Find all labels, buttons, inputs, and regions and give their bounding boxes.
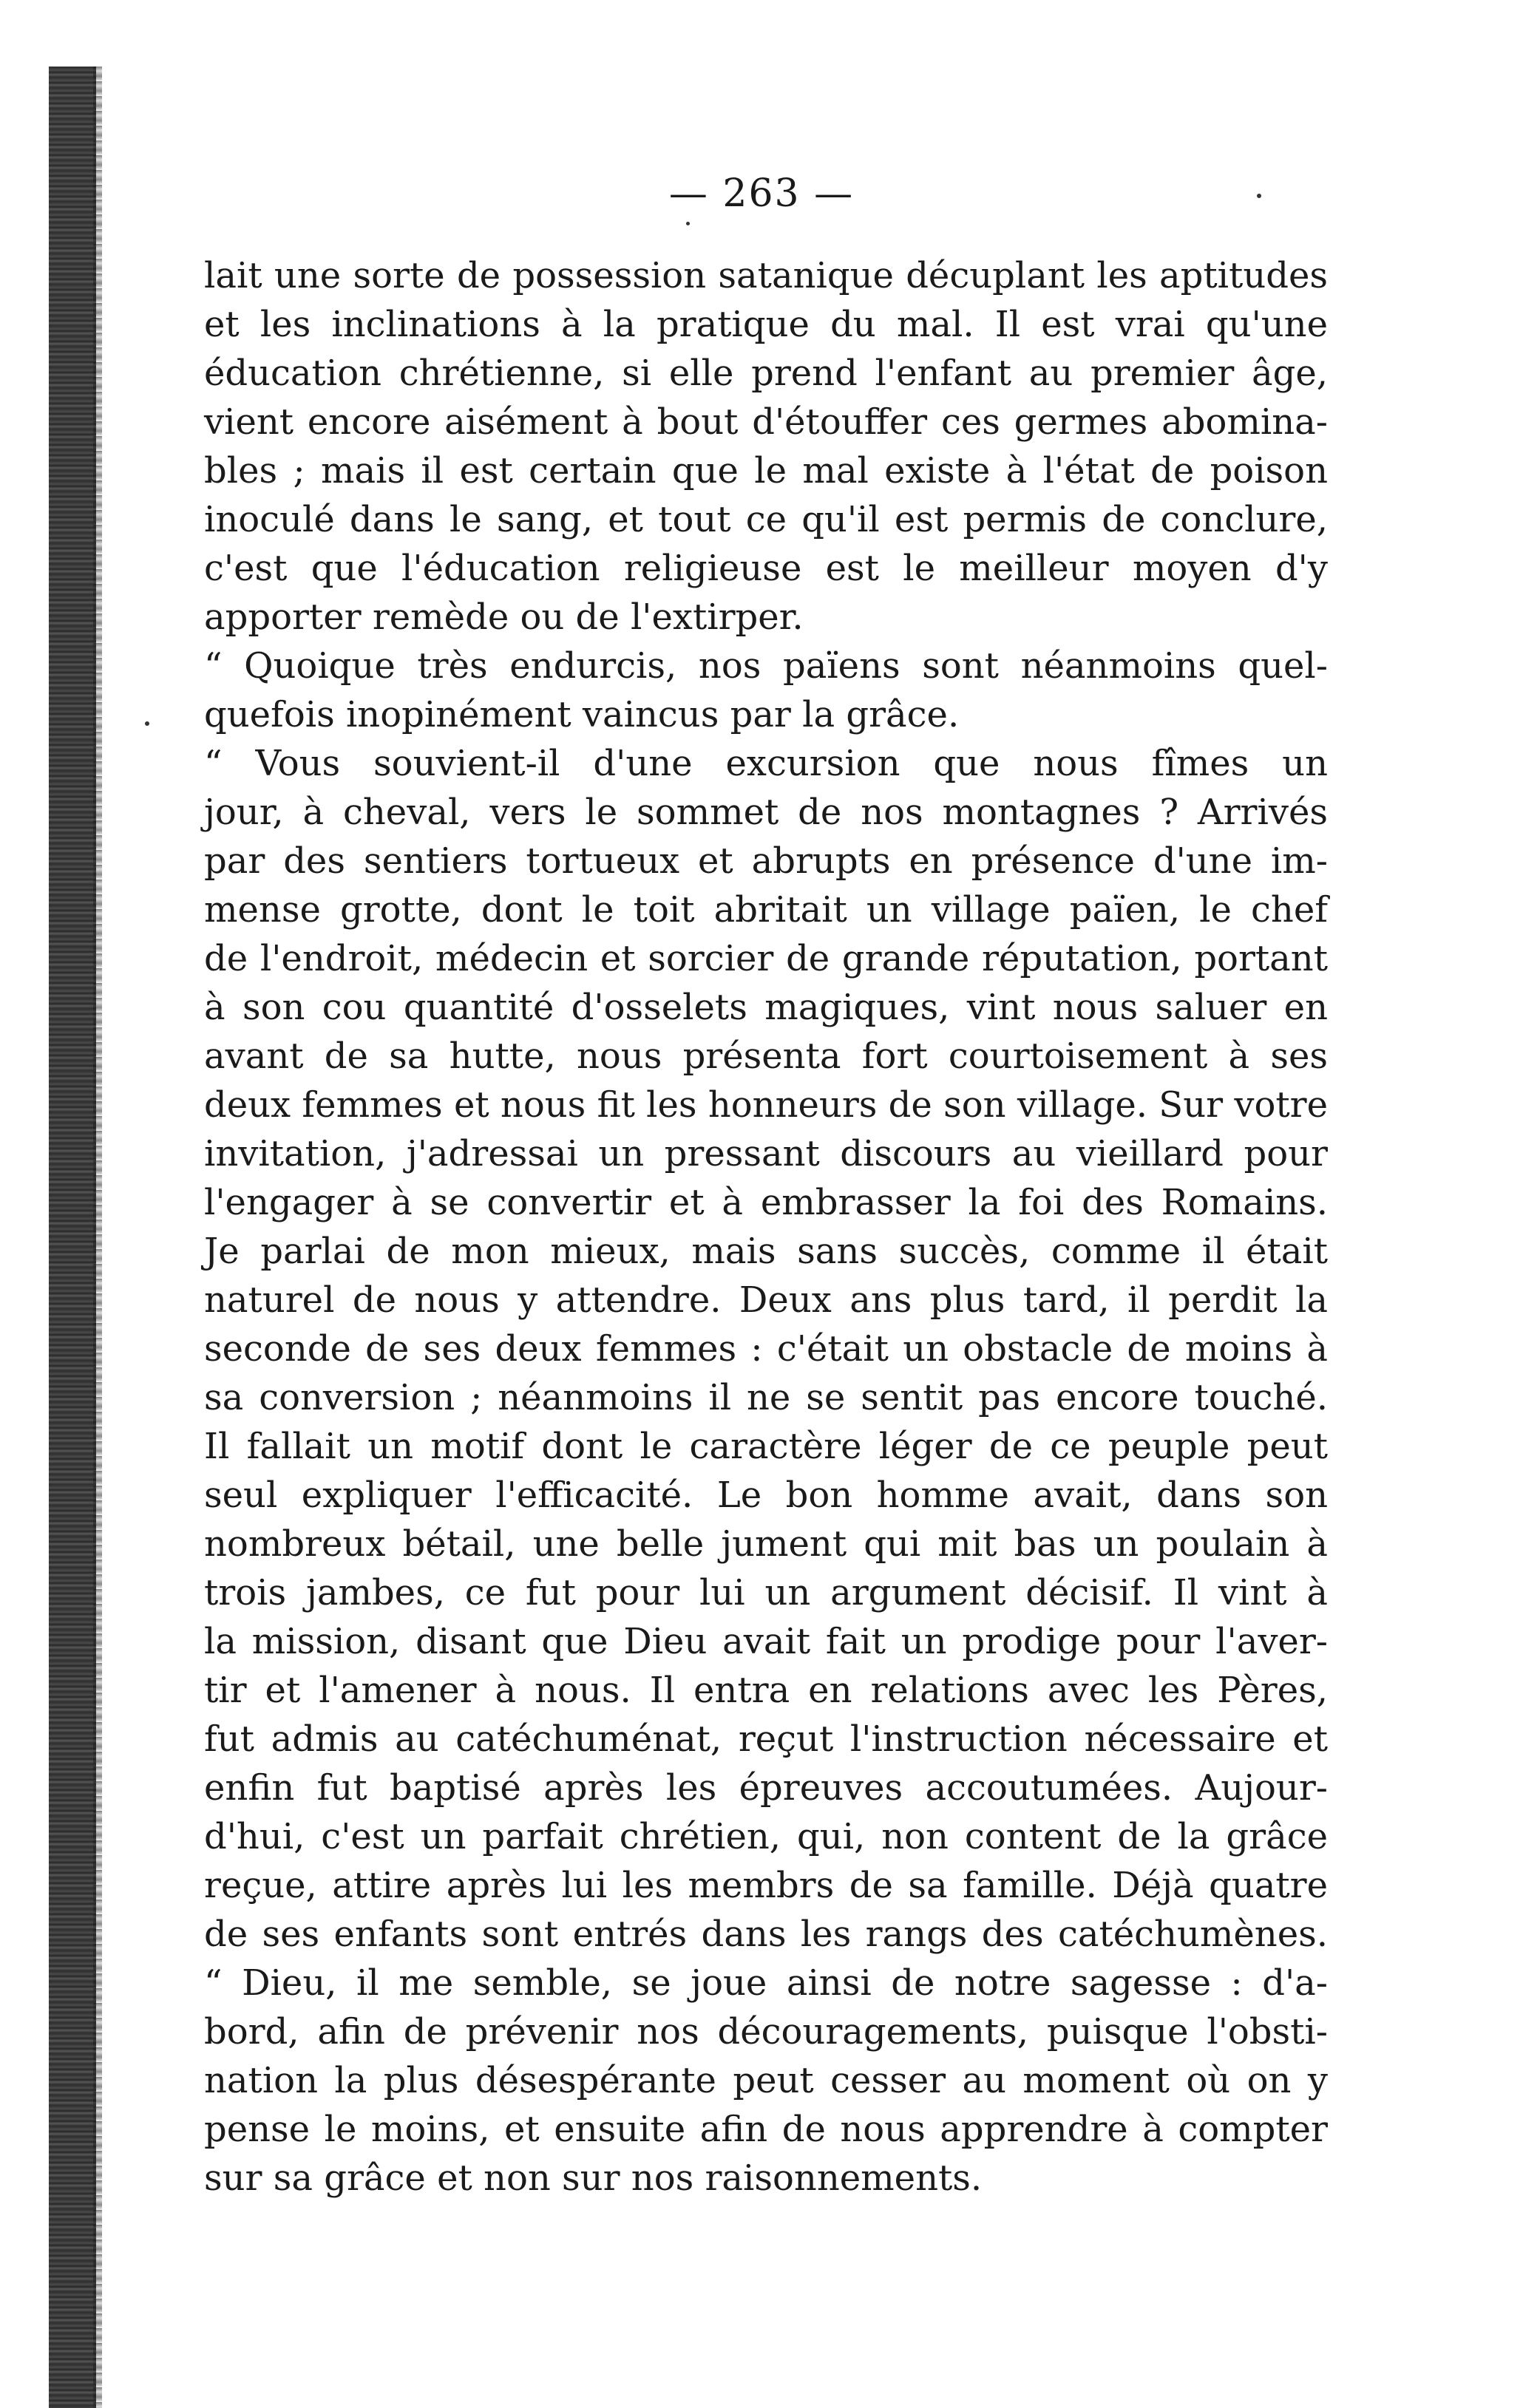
text-line: tir et l'amener à nous. Il entra en relations avec les Pères, (204, 1670, 1328, 1711)
text-line: avant de sa hutte, nous présenta fort courtoisement à ses (204, 1035, 1328, 1077)
page-number: — 263 — (668, 171, 855, 216)
text-line: et les inclinations à la pratique du mal. Il est vrai qu'une (204, 304, 1328, 345)
text-line: d'hui, c'est un parfait chrétien, qui, non content de la grâce (204, 1816, 1328, 1857)
text-line: Il fallait un motif dont le caractère léger de ce peuple peut (204, 1426, 1328, 1467)
page-binding-edge (49, 67, 96, 2408)
text-line: par des sentiers tortueux et abrupts en présence d'une im- (204, 840, 1328, 882)
text-line: bord, afin de prévenir nos découragements, puisque l'obsti- (204, 2011, 1328, 2052)
text-line: pense le moins, et ensuite afin de nous apprendre à compter (204, 2109, 1328, 2150)
text-line: jour, à cheval, vers le sommet de nos montagnes ? Arrivés (204, 792, 1328, 833)
print-speck (686, 222, 690, 225)
text-line: reçue, attire après lui les membrs de sa famille. Déjà quatre (204, 1865, 1328, 1906)
text-line: c'est que l'éducation religieuse est le meilleur moyen d'y (204, 548, 1328, 589)
text-line: apporter remède ou de l'extirper. (204, 596, 804, 638)
text-line: nation la plus désespérante peut cesser au moment où on y (204, 2060, 1328, 2101)
text-line: “ Dieu, il me semble, se joue ainsi de notre sagesse : d'a- (204, 1962, 1328, 2004)
text-line: quefois inopinément vaincus par la grâce. (204, 694, 960, 735)
text-line: enfin fut baptisé après les épreuves accoutumées. Aujour- (204, 1767, 1328, 1809)
text-line: lait une sorte de possession satanique décuplant les aptitudes (204, 255, 1328, 296)
text-line: de ses enfants sont entrés dans les rangs des catéchumènes. (204, 1914, 1328, 1955)
text-line: mense grotte, dont le toit abritait un village païen, le chef (204, 889, 1328, 931)
text-line: “ Vous souvient-il d'une excursion que nous fîmes un (204, 743, 1328, 784)
text-line: Je parlai de mon mieux, mais sans succès, comme il était (204, 1231, 1328, 1272)
text-line: à son cou quantité d'osselets magiques, vint nous saluer en (204, 987, 1328, 1028)
text-line: de l'endroit, médecin et sorcier de grande réputation, portant (204, 938, 1328, 979)
text-line: sa conversion ; néanmoins il ne se sentit pas encore touché. (204, 1377, 1328, 1418)
text-line: invitation, j'adressai un pressant discours au vieillard pour (204, 1133, 1328, 1174)
text-line: la mission, disant que Dieu avait fait un prodige pour l'aver- (204, 1621, 1328, 1662)
text-line: trois jambes, ce fut pour lui un argument décisif. Il vint à (204, 1572, 1328, 1613)
text-line: fut admis au catéchuménat, reçut l'instruction nécessaire et (204, 1718, 1328, 1760)
text-line: seul expliquer l'efficacité. Le bon homme avait, dans son (204, 1475, 1328, 1516)
text-line: “ Quoique très endurcis, nos païens sont néanmoins quel- (204, 645, 1328, 687)
text-line: inoculé dans le sang, et tout ce qu'il est permis de conclure, (204, 499, 1328, 540)
body-text (204, 251, 1328, 2203)
text-line: bles ; mais il est certain que le mal existe à l'état de poison (204, 450, 1328, 492)
text-line: nombreux bétail, une belle jument qui mit bas un poulain à (204, 1523, 1328, 1565)
text-line: sur sa grâce et non sur nos raisonnements. (204, 2157, 983, 2199)
text-line: seconde de ses deux femmes : c'était un obstacle de moins à (204, 1328, 1328, 1370)
text-line: naturel de nous y attendre. Deux ans plus tard, il perdit la (204, 1279, 1328, 1321)
text-line: deux femmes et nous fit les honneurs de son village. Sur votre (204, 1084, 1328, 1126)
text-line: l'engager à se convertir et à embrasser la foi des Romains. (204, 1182, 1328, 1223)
text-line: vient encore aisément à bout d'étouffer ces germes abomina- (204, 401, 1328, 443)
print-speck (145, 721, 149, 726)
text-line: éducation chrétienne, si elle prend l'enfant au premier âge, (204, 353, 1328, 394)
